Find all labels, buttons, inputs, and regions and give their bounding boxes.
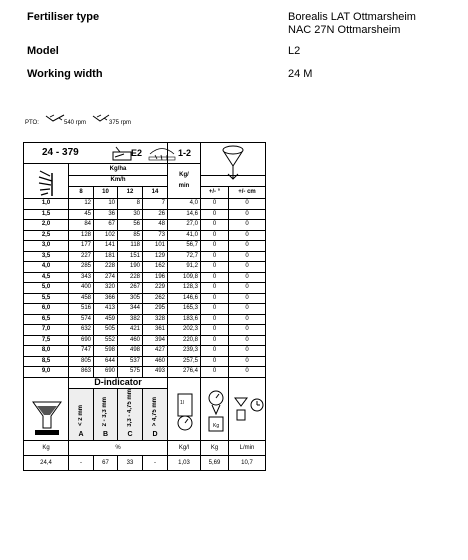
size-b-label: B xyxy=(102,431,109,439)
adjust-cm: 0 xyxy=(229,367,266,378)
fertiliser-type-value: Borealis LAT Ottmarsheim xyxy=(288,11,416,23)
kgmin-header: Kg/ min xyxy=(168,164,201,199)
hopper-icon xyxy=(31,398,63,438)
rate-10kmh: 181 xyxy=(94,251,118,262)
rate-8kmh: 805 xyxy=(69,356,94,367)
kg-per-min: 183,6 xyxy=(168,314,201,325)
rate-10kmh: 644 xyxy=(94,356,118,367)
adjust-degree: 0 xyxy=(201,314,229,325)
table-row xyxy=(24,272,266,283)
kg-per-min: 41,0 xyxy=(168,230,201,241)
table-row xyxy=(24,283,266,294)
rate-10kmh: 141 xyxy=(94,241,118,252)
rate-14kmh: 73 xyxy=(143,230,168,241)
kgha-header: Kg/ha xyxy=(69,164,168,176)
kg-per-min: 4,0 xyxy=(168,199,201,210)
working-width-label: Working width xyxy=(27,68,103,80)
vane-setting: 1-2 xyxy=(178,148,192,158)
unit-lmin: L/min xyxy=(229,441,266,456)
kg-per-min: 109,8 xyxy=(168,272,201,283)
rate-12kmh: 460 xyxy=(118,335,143,346)
pto-rpm-540: 540 rpm xyxy=(64,120,87,126)
table-row xyxy=(24,346,266,357)
svg-text:Kg: Kg xyxy=(213,422,220,429)
rate-10kmh: 690 xyxy=(94,367,118,378)
rate-10kmh: 36 xyxy=(94,209,118,220)
e2-label: E2 xyxy=(131,148,143,158)
vane-value: 6,0 xyxy=(24,304,69,315)
vane-value: 1,0 xyxy=(24,199,69,210)
adjust-degree: 0 xyxy=(201,262,229,273)
rate-14kmh: 328 xyxy=(143,314,168,325)
adjust-degree: 0 xyxy=(201,335,229,346)
fertiliser-type-label: Fertiliser type xyxy=(27,11,100,23)
adjust-cm: 0 xyxy=(229,283,266,294)
rate-12kmh: 8 xyxy=(118,199,143,210)
adjust-degree: 0 xyxy=(201,251,229,262)
rate-12kmh: 228 xyxy=(118,272,143,283)
speed-12: 12 xyxy=(118,187,143,199)
footer-d: - xyxy=(143,456,168,471)
footer-b: 67 xyxy=(94,456,118,471)
rate-12kmh: 344 xyxy=(118,304,143,315)
adjust-degree: 0 xyxy=(201,272,229,283)
vane-value: 7,5 xyxy=(24,335,69,346)
rate-8kmh: 227 xyxy=(69,251,94,262)
unit-percent: % xyxy=(69,441,168,456)
adjust-degree: 0 xyxy=(201,293,229,304)
size-c-label: C xyxy=(127,431,133,439)
kg-per-min: 27,0 xyxy=(168,220,201,231)
vane-scale-icon xyxy=(148,145,176,162)
rate-14kmh: 427 xyxy=(143,346,168,357)
vane-value: 7,0 xyxy=(24,325,69,336)
table-row xyxy=(24,293,266,304)
adjust-cm: 0 xyxy=(229,199,266,210)
kg-per-min: 220,8 xyxy=(168,335,201,346)
rate-14kmh: 262 xyxy=(143,293,168,304)
rate-10kmh: 552 xyxy=(94,335,118,346)
model-label: Model xyxy=(27,45,59,57)
rate-14kmh: 229 xyxy=(143,283,168,294)
rate-8kmh: 12 xyxy=(69,199,94,210)
adjust-cm: 0 xyxy=(229,251,266,262)
table-row xyxy=(24,367,266,378)
rate-14kmh: 48 xyxy=(143,220,168,231)
table-row xyxy=(24,356,266,367)
rate-12kmh: 56 xyxy=(118,220,143,231)
table-row xyxy=(24,325,266,336)
vane-value: 6,5 xyxy=(24,314,69,325)
working-width-value: 24 M xyxy=(288,68,313,80)
rate-14kmh: 26 xyxy=(143,209,168,220)
rate-14kmh: 162 xyxy=(143,262,168,273)
table-row xyxy=(24,230,266,241)
setting-code: 24 - 379 xyxy=(42,147,79,158)
adjust-degree: 0 xyxy=(201,325,229,336)
adjust-degree: 0 xyxy=(201,346,229,357)
rate-8kmh: 45 xyxy=(69,209,94,220)
rate-10kmh: 320 xyxy=(94,283,118,294)
rate-10kmh: 459 xyxy=(94,314,118,325)
pto-rpm-375: 375 rpm xyxy=(109,120,132,126)
kg-per-min: 128,3 xyxy=(168,283,201,294)
pto-shaft-slow-icon xyxy=(92,113,110,123)
kg-per-min: 257,5 xyxy=(168,356,201,367)
pto-shaft-icon xyxy=(45,113,65,123)
unit-kg-2: Kg xyxy=(201,441,229,456)
rate-12kmh: 30 xyxy=(118,209,143,220)
adjust-degree: 0 xyxy=(201,209,229,220)
density-cylinder-icon xyxy=(175,392,195,432)
footer-values-row xyxy=(24,456,266,471)
rate-10kmh: 67 xyxy=(94,220,118,231)
vane-value: 1,5 xyxy=(24,209,69,220)
table-body xyxy=(24,199,266,378)
adjust-cm: 0 xyxy=(229,209,266,220)
table-title-row xyxy=(24,143,266,164)
rate-8kmh: 516 xyxy=(69,304,94,315)
footer-c: 33 xyxy=(118,456,143,471)
rate-14kmh: 101 xyxy=(143,241,168,252)
rate-8kmh: 574 xyxy=(69,314,94,325)
rate-8kmh: 128 xyxy=(69,230,94,241)
rate-14kmh: 196 xyxy=(143,272,168,283)
rate-8kmh: 343 xyxy=(69,272,94,283)
unit-kgl: Kg/l xyxy=(168,441,201,456)
rate-12kmh: 190 xyxy=(118,262,143,273)
kmh-header: Km/h xyxy=(69,175,168,187)
adjust-cm: 0 xyxy=(229,314,266,325)
size-gt475-label: > 4,75 mm xyxy=(151,397,158,427)
size-a-label: A xyxy=(78,431,84,439)
rate-10kmh: 598 xyxy=(94,346,118,357)
rate-12kmh: 85 xyxy=(118,230,143,241)
units-row xyxy=(24,441,266,456)
fertiliser-type-value-2: NAC 27N Ottmarsheim xyxy=(288,24,401,36)
fertiliser-flow-icon xyxy=(36,168,56,198)
rate-8kmh: 400 xyxy=(69,283,94,294)
svg-text:1l: 1l xyxy=(180,399,184,406)
rate-10kmh: 413 xyxy=(94,304,118,315)
rate-14kmh: 493 xyxy=(143,367,168,378)
adjust-degree: 0 xyxy=(201,220,229,231)
adjust-cm: 0 xyxy=(229,325,266,336)
rate-12kmh: 421 xyxy=(118,325,143,336)
kg-per-min: 146,6 xyxy=(168,293,201,304)
rate-14kmh: 129 xyxy=(143,251,168,262)
adjust-degree: 0 xyxy=(201,241,229,252)
kg-per-min: 165,3 xyxy=(168,304,201,315)
rate-14kmh: 295 xyxy=(143,304,168,315)
vane-value: 5,0 xyxy=(24,283,69,294)
adjust-degree: 0 xyxy=(201,304,229,315)
table-row xyxy=(24,262,266,273)
table-row xyxy=(24,314,266,325)
rate-10kmh: 102 xyxy=(94,230,118,241)
kg-per-min: 91,2 xyxy=(168,262,201,273)
table-row xyxy=(24,251,266,262)
footer-kg: 24,4 xyxy=(24,456,69,471)
pto-label: PTO: xyxy=(25,120,39,126)
adjust-degree: 0 xyxy=(201,367,229,378)
adjust-cm-header: +/- cm xyxy=(229,187,266,199)
speed-8: 8 xyxy=(69,187,94,199)
speed-10: 10 xyxy=(94,187,118,199)
calibration-scale-icon xyxy=(203,390,229,434)
rate-12kmh: 498 xyxy=(118,346,143,357)
adjust-cm: 0 xyxy=(229,293,266,304)
adjust-cm: 0 xyxy=(229,356,266,367)
rate-10kmh: 366 xyxy=(94,293,118,304)
table-row xyxy=(24,199,266,210)
adjust-degree: 0 xyxy=(201,356,229,367)
adjust-cm: 0 xyxy=(229,262,266,273)
table-row xyxy=(24,335,266,346)
kg-per-min: 202,3 xyxy=(168,325,201,336)
vane-value: 5,5 xyxy=(24,293,69,304)
adjust-degree: 0 xyxy=(201,283,229,294)
size-2-33-label: 2 - 3,3 mm xyxy=(102,396,108,427)
kg-per-min: 239,3 xyxy=(168,346,201,357)
kg-per-min: 276,4 xyxy=(168,367,201,378)
adjust-cm: 0 xyxy=(229,272,266,283)
table-row xyxy=(24,209,266,220)
rate-14kmh: 7 xyxy=(143,199,168,210)
rate-14kmh: 394 xyxy=(143,335,168,346)
rate-10kmh: 10 xyxy=(94,199,118,210)
speed-14: 14 xyxy=(143,187,168,199)
size-33-475-label: 3,3 - 4,75 mm xyxy=(126,388,133,427)
rate-12kmh: 537 xyxy=(118,356,143,367)
flow-timer-icon xyxy=(233,396,265,424)
rate-12kmh: 267 xyxy=(118,283,143,294)
kg-per-min: 14,6 xyxy=(168,209,201,220)
rate-12kmh: 382 xyxy=(118,314,143,325)
adjust-degree-header: +/- ° xyxy=(201,187,229,199)
table-row xyxy=(24,241,266,252)
size-d-label: D xyxy=(152,431,158,439)
unit-kg: Kg xyxy=(24,441,69,456)
vane-value: 4,5 xyxy=(24,272,69,283)
rate-8kmh: 285 xyxy=(69,262,94,273)
footer-lmin: 10,7 xyxy=(229,456,266,471)
vane-value: 9,0 xyxy=(24,367,69,378)
rate-8kmh: 747 xyxy=(69,346,94,357)
rate-10kmh: 274 xyxy=(94,272,118,283)
vane-value: 8,5 xyxy=(24,356,69,367)
rate-12kmh: 575 xyxy=(118,367,143,378)
vane-value: 2,0 xyxy=(24,220,69,231)
adjust-cm: 0 xyxy=(229,230,266,241)
rate-8kmh: 84 xyxy=(69,220,94,231)
spinner-disc-icon xyxy=(219,144,247,182)
spread-rate-table xyxy=(23,142,266,471)
vane-value: 2,5 xyxy=(24,230,69,241)
table-row xyxy=(24,220,266,231)
rate-8kmh: 863 xyxy=(69,367,94,378)
vane-value: 4,0 xyxy=(24,262,69,273)
rate-12kmh: 118 xyxy=(118,241,143,252)
footer-a: - xyxy=(69,456,94,471)
adjust-cm: 0 xyxy=(229,346,266,357)
rate-12kmh: 305 xyxy=(118,293,143,304)
rate-8kmh: 690 xyxy=(69,335,94,346)
rate-10kmh: 505 xyxy=(94,325,118,336)
model-value: L2 xyxy=(288,45,301,57)
kg-per-min: 72,7 xyxy=(168,251,201,262)
footer-kg-2: 5,69 xyxy=(201,456,229,471)
rate-10kmh: 228 xyxy=(94,262,118,273)
adjust-cm: 0 xyxy=(229,304,266,315)
rate-8kmh: 458 xyxy=(69,293,94,304)
adjust-degree: 0 xyxy=(201,230,229,241)
rate-14kmh: 361 xyxy=(143,325,168,336)
vane-value: 3,0 xyxy=(24,241,69,252)
vane-value: 8,0 xyxy=(24,346,69,357)
bottom-icons-row xyxy=(24,377,266,388)
adjust-cm: 0 xyxy=(229,241,266,252)
footer-kgl: 1,03 xyxy=(168,456,201,471)
size-lt2-label: < 2 mm xyxy=(77,405,84,427)
rate-8kmh: 632 xyxy=(69,325,94,336)
adjust-cm: 0 xyxy=(229,335,266,346)
rate-8kmh: 177 xyxy=(69,241,94,252)
adjust-cm: 0 xyxy=(229,220,266,231)
rate-12kmh: 151 xyxy=(118,251,143,262)
vane-value: 3,5 xyxy=(24,251,69,262)
kg-per-min: 56,7 xyxy=(168,241,201,252)
table-row xyxy=(24,304,266,315)
rate-14kmh: 460 xyxy=(143,356,168,367)
d-indicator-label: D-indicator xyxy=(69,377,168,388)
adjust-degree: 0 xyxy=(201,199,229,210)
